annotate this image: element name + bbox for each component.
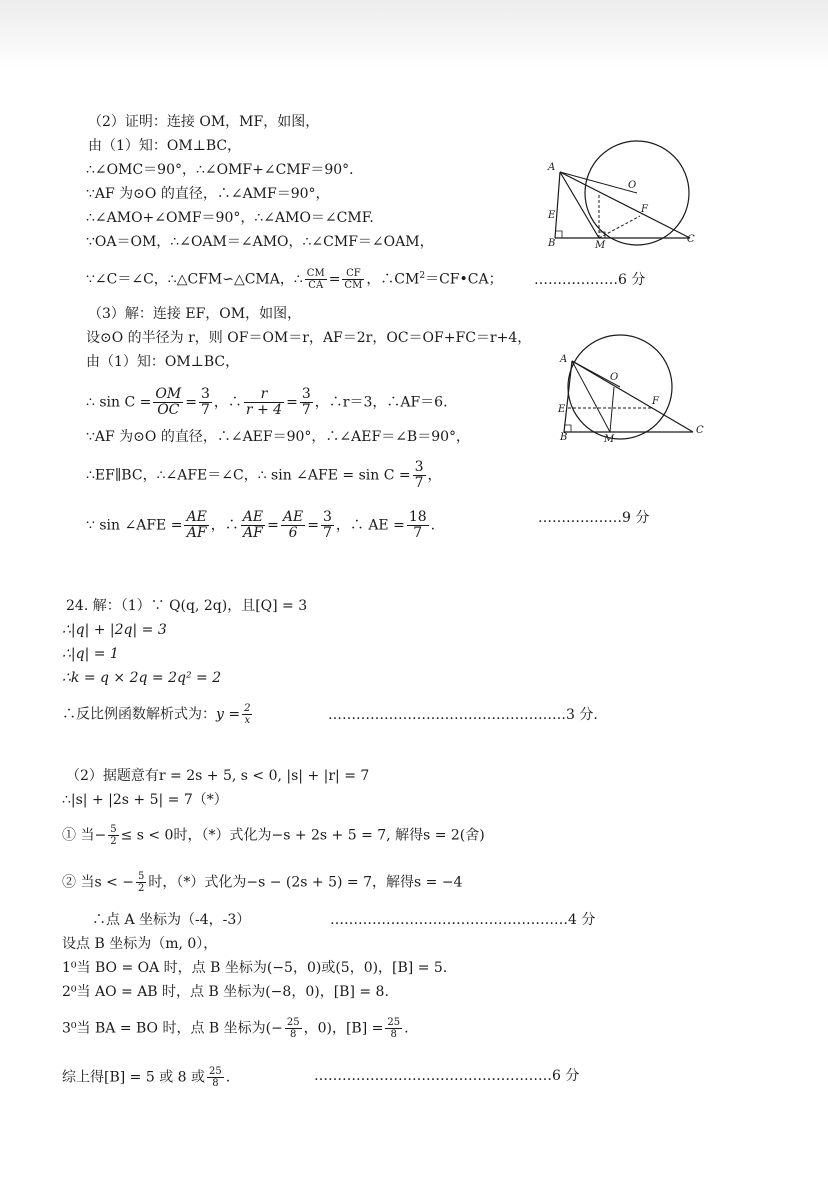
q24-line-13: 2⁰当 AO = AB 时，点 B 坐标为(−8，0)，[B] = 8.: [62, 984, 389, 1000]
fraction-ae-af: $\frac{AE}{AF}$: [186, 509, 207, 541]
q24-line-1: 24. 解：（1）∵ Q(q, 2q)，且[Q] = 3: [66, 598, 308, 614]
label-m: M: [595, 240, 606, 250]
p2-line-3: ∴∠OMC＝90°，∴∠OMF+∠CMF＝90°．: [86, 162, 364, 178]
fraction-3-7: $\frac{3}{7}$: [200, 386, 210, 418]
fraction-25-8b: $\frac{25}{8}$: [387, 1017, 401, 1040]
p3-line-6: ∴EF∥BC，∴∠AFE＝∠C，∴ sin ∠AFE = sin C = $\frac{3}{7}$ ，: [86, 459, 442, 491]
label-c: C: [696, 425, 704, 436]
label-e: E: [548, 210, 556, 221]
label-c: C: [687, 234, 695, 245]
label-a: A: [560, 354, 568, 365]
label-o: O: [610, 372, 619, 383]
p2-score: ………………6 分: [534, 272, 646, 288]
fraction-ae-af-b: $\frac{AE}{AF}$: [242, 509, 264, 541]
q24-line-2: ∴|q| + |2q| = 3: [62, 622, 167, 638]
fraction-2-x: $\frac{2}{x}$: [244, 703, 251, 726]
p3-line-5: ∵AF 为⊙O 的直径，∴∠AEF＝90°，∴∠AEF＝∠B＝90°，: [86, 429, 471, 445]
q24-line-5: ∴反比例函数解析式为：y = $\frac{2}{x}$: [62, 703, 251, 726]
q24-line-10: ∴点 A 坐标为（-4，-3）: [92, 912, 251, 928]
fraction-25-8c: $\frac{25}{8}$: [209, 1066, 222, 1089]
q24-line-3: ∴|q| = 1: [62, 646, 119, 662]
q24-line-7: ∴|s| + |2s + 5| = 7（*）: [62, 792, 228, 808]
fraction-r-r4: $\frac{r}{r + 4}$: [245, 386, 283, 418]
q24-line-12: 1⁰当 BO = OA 时，点 B 坐标为(−5，0)或(5，0)，[B] = 5.: [62, 960, 448, 976]
p2-line-1: （2）证明：连接 OM，MF，如图，: [88, 114, 320, 130]
fraction-3-7d: $\frac{3}{7}$: [322, 509, 332, 541]
p3-line-1: （3）解：连接 EF，OM，如图，: [88, 306, 302, 322]
label-b: B: [548, 238, 556, 249]
p2-line-7: ∵∠C＝∠C，∴△CFM∽△CMA，∴ $\frac{CM}{CA}$ = $\frac{CF}{CM}$ ，$\therefore CM^2=CF•CA$；: [86, 268, 503, 292]
q24-score-3: ……………………………………………6 分: [314, 1068, 580, 1084]
label-f: F: [652, 396, 659, 407]
p3-score: ………………9 分: [538, 510, 650, 526]
q24-line-4: ∴k = q × 2q = 2q² = 2: [62, 670, 222, 686]
geometry-figure-2: [548, 334, 718, 446]
scan-shadow: [0, 0, 828, 70]
q24-line-9: ② 当s < − $\frac{5}{2}$ 时，（*）式化为−s − (2s + 5) = 7，解得s = −4: [62, 871, 463, 894]
q24-line-14: 3⁰当 BA = BO 时，点 B 坐标为(− $\frac{25}{8}$ ，0)，[B] = $\frac{25}{8}$ .: [62, 1017, 409, 1040]
q24-score-2: ……………………………………………4 分: [330, 912, 596, 928]
p3-line-3: 由（1）知：OM⊥BC，: [86, 354, 240, 370]
p2-line-5: ∴∠AMO+∠OMF＝90°，∴∠AMO＝∠CMF.: [86, 210, 374, 226]
q24-line-11: 设点 B 坐标为（m, 0），: [62, 936, 218, 952]
fraction-cm-ca: $\frac{CM}{CA}$: [306, 268, 325, 292]
q24-line-8: ① 当− $\frac{5}{2}$ ≤ s < 0时，（*）式化为−s + 2s + 5 = 7, 解得s = 2(舍): [62, 824, 485, 847]
segment-ao: [560, 172, 637, 193]
fraction-cf-cm: $\frac{CF}{CM}$: [344, 268, 363, 292]
p3-line-2: 设⊙O 的半径为 r，则 OF＝OM＝r，AF＝2r，OC＝OF+FC＝r+4，: [86, 330, 532, 346]
fraction-3-7c: $\frac{3}{7}$: [414, 459, 424, 491]
fraction-25-8: $\frac{25}{8}$: [286, 1017, 300, 1040]
q24-line-15: 综上得[B] = 5 或 8 或 $\frac{25}{8}$ .: [62, 1066, 231, 1089]
label-e: E: [558, 404, 566, 415]
label-b: B: [560, 432, 568, 443]
fraction-ae-6: $\frac{AE}{6}$: [282, 509, 304, 541]
segment-om: [610, 387, 614, 432]
fraction-18-7: $\frac{18}{7}$: [408, 509, 427, 541]
label-f: F: [641, 204, 648, 215]
segment-ac: [572, 361, 693, 432]
label-a: A: [548, 162, 556, 173]
fraction-3-7b: $\frac{3}{7}$: [301, 386, 311, 418]
segment-ab: [564, 361, 572, 432]
label-o: O: [628, 180, 637, 191]
q24-score-1: ……………………………………………3 分.: [328, 707, 598, 723]
p2-line-6: ∵OA＝OM，∴∠OAM＝∠AMO，∴∠CMF＝∠OAM，: [86, 234, 434, 250]
p2-line-4: ∵AF 为⊙O 的直径，∴∠AMF＝90°，: [86, 186, 330, 202]
label-m: M: [604, 434, 615, 445]
segment-ab: [555, 172, 560, 238]
fraction-om-oc: $\frac{OM}{OC}$: [155, 386, 182, 418]
geometry-figure-1: [540, 140, 710, 250]
p2-line-2: 由（1）知：OM⊥BC，: [88, 138, 242, 154]
q24-line-6: （2）据题意有r = 2s + 5, s < 0, |s| + |r| = 7: [66, 768, 370, 784]
p3-line-4: ∴ sin C = $\frac{OM}{OC}$ = $\frac{3}{7}$ ，∴ $\frac{r}{r + 4}$ = $\frac{3}{7}$ ，∴r＝3，∴AF＝6.: [86, 386, 448, 418]
fraction-5-2b: $\frac{5}{2}$: [138, 871, 145, 894]
p3-line-7: ∵ sin ∠AFE = $\frac{AE}{AF}$ ，∴ $\frac{AE}{AF}$ = $\frac{AE}{6}$ = $\frac{3}{7}$ ，∴ AE = $\frac{18}{7}$ .: [86, 509, 436, 541]
fraction-5-2: $\frac{5}{2}$: [110, 824, 117, 847]
